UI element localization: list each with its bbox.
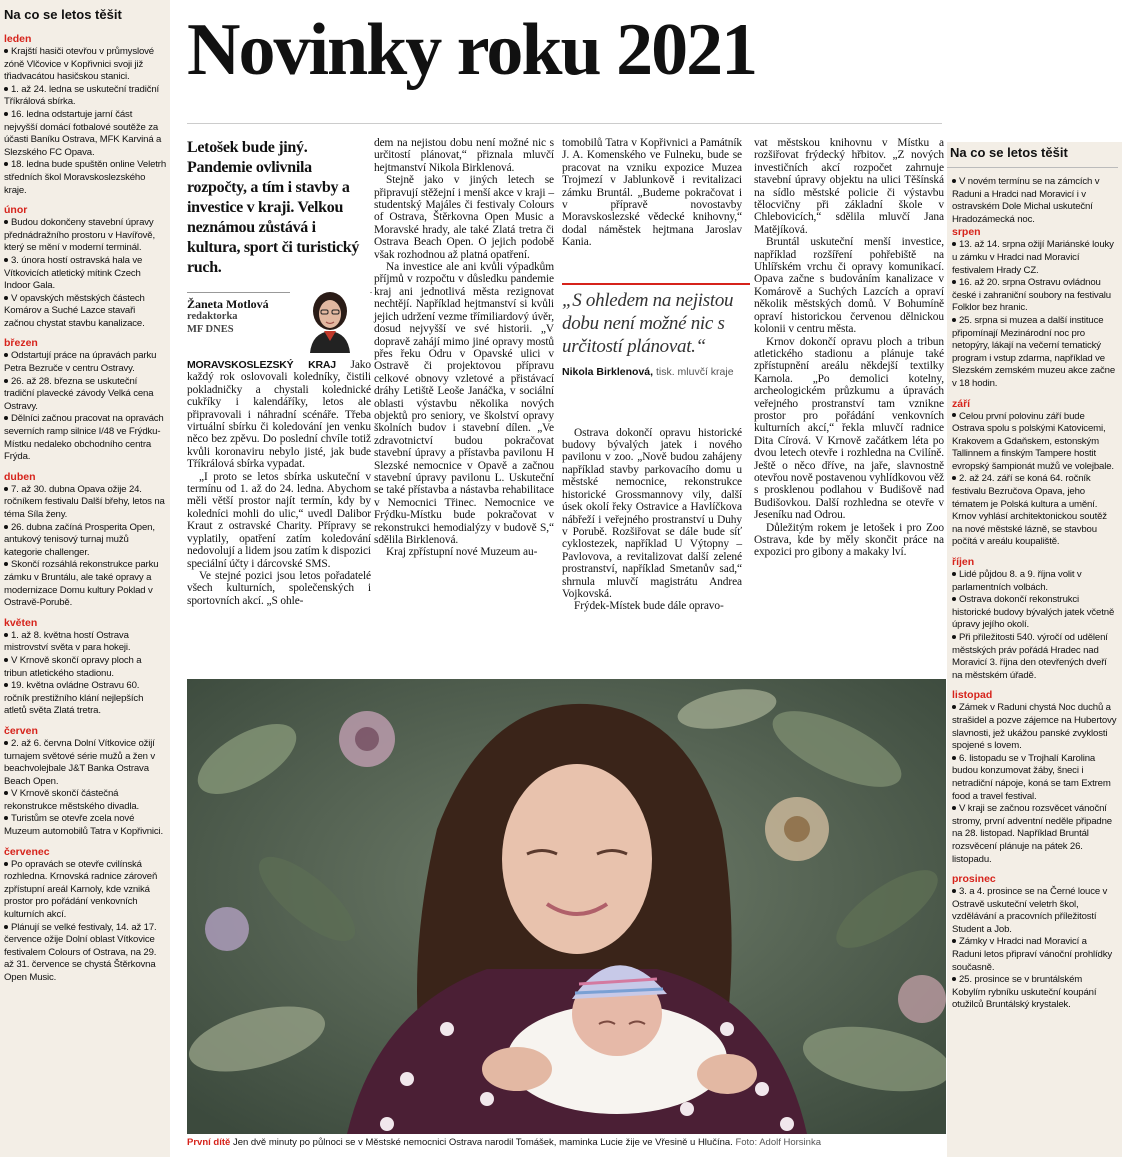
event-text: Lidé půjdou 8. a 9. října volit v parlamentních volbách.	[952, 569, 1082, 593]
event-text: Dělníci začnou pracovat na opravách severních ramp silnice I/48 ve Frýdku-Místku nedaleko obchodního centra Frýda.	[4, 413, 164, 463]
event-item	[4, 655, 166, 680]
bullet-icon	[952, 705, 956, 709]
divider	[187, 123, 942, 124]
month-heading: červenec	[4, 845, 50, 858]
sidebar-months	[952, 226, 1118, 1012]
quote-source	[562, 366, 750, 379]
event-item	[952, 277, 1118, 315]
event-text: V kraji se začnou rozsvěcet vánoční stromy, první adventní neděle připadne na 28. listopad. Například Bruntál rozsvěcení plánuje na pátek 26. listopadu.	[952, 803, 1112, 865]
author-org: MF DNES	[187, 324, 234, 335]
bullet-icon	[4, 353, 8, 357]
right-sidebar	[947, 142, 1122, 1157]
bullet-icon	[4, 220, 8, 224]
quote-text: „S ohledem na nejistou dobu není možné nic s určitostí plánovat.“	[562, 290, 734, 357]
dateline: MORAVSKOSLEZSKÝ KRAJ	[187, 359, 336, 371]
event-item	[4, 413, 166, 463]
event-text: Skončí rozsáhlá rekonstrukce parku zámku v Bruntálu, ale také opravy a modernizace Domu kultury Poklad v Ostravě-Porubě.	[4, 559, 159, 609]
event-item	[4, 255, 166, 293]
event-text: 26. až 28. března se uskuteční tradiční plavecké závody Velká cena Ostravy.	[4, 375, 154, 412]
sidebar-intro-event	[952, 176, 1118, 226]
event-text: Krajští hasiči otevřou v průmyslové zóně Vlčovice v Kopřivnici svoji již třiadvacátou hasičskou stanici.	[4, 46, 154, 83]
event-item	[952, 473, 1118, 549]
photo-credit: Foto: Adolf Horsinka	[735, 1137, 821, 1148]
article-paragraph: dem na nejistou dobu není možné nic s určitostí plánovat,“ přiznala mluvčí hejtmanství Nikola Birklenová.	[374, 137, 554, 174]
article-column-2	[374, 137, 554, 559]
event-item	[952, 753, 1118, 803]
event-item	[4, 522, 166, 560]
event-item	[952, 886, 1118, 936]
event-item	[4, 788, 166, 813]
month-heading: říjen	[952, 556, 975, 569]
event-text: Ostrava dokončí rekonstrukci historické budovy bývalých jatek včetně úpravy jejího okolí.	[952, 594, 1115, 631]
caption-label: První dítě	[187, 1137, 231, 1148]
event-item	[4, 630, 166, 655]
bullet-icon	[952, 806, 956, 810]
event-item	[4, 84, 166, 109]
bullet-icon	[4, 379, 8, 383]
article-paragraph: Stejně jako v jiných letech se připravují stěžejní i menší akce v kraji – studentský Majáles či festivaly Colours of Ostrava, Štěrkovna Open Music a Moravské hrady, ale také Zlatá tretra či Ostrava Beach Open. O jejich podobě však rozhodnou až platná opatření.	[374, 174, 554, 261]
quote-author: Nikola Birklenová,	[562, 366, 654, 378]
bullet-icon	[952, 939, 956, 943]
event-item	[4, 159, 166, 197]
month-heading: leden	[4, 33, 32, 45]
bullet-icon	[952, 179, 956, 183]
author-name: Žaneta Motlová	[187, 297, 269, 311]
month-heading: srpen	[952, 226, 981, 239]
event-text: Celou první polovinu září bude Ostrava spolu s polskými Katovicemi, Krakovem a Gdaňskem, estonským Tallinnem a finským Tampere hostit evropský šampionát mužů ve volejbale.	[952, 410, 1114, 472]
event-item	[4, 922, 166, 985]
bullet-icon	[952, 476, 956, 480]
event-text: 2. až 24. září se koná 64. ročník festivalu Bezručova Opava, jeho tématem je Polská kultura a umění. Krnov vyhlásí architektonickou soutěž na nové městské lázně, se stavbou počítá v areálu koupaliště.	[952, 473, 1107, 548]
article-paragraph: Na investice ale ani kvůli výpadkům příjmů v rozpočtu v důsledku pandemie kraj ani jednotlivá města rezignovat nechtějí. Například hejtmanství si kvůli jejich udržení vezme třímiliardový úvěr, dosud nejvyšší ve své historii. „V dopravě zahájí mimo jiné opravy mostů přes řeku Odru v Opavské ulici v Ostravě či projektovou přípravu celkové obnovy vzletové a přistávací dráhy Letiště Leoše Janáčka, v sociální oblasti výstavbu několika nových objektů pro seniory, ve školství opravy školních budov i stavební dílen. „Ve zdravotnictví budou pokračovat stavební úpravy a přístavba pavilonu H Slezské nemocnice v Opavě a začnou stavební úpravy pavilonu L. Uskuteční se také přístavba a nástavba rehabilitace v Nemocnici Třinec. Nemocnice ve Frýdku-Místku bude pokračovat v rekonstrukci hemodialýzy v budově S,“ sdělila Birklenová.	[374, 261, 554, 546]
event-text: V Krnově skončí opravy ploch a tribun atletického stadionu.	[4, 654, 142, 679]
event-item	[952, 632, 1118, 682]
photo-caption	[187, 1137, 946, 1149]
article-paragraph: „I proto se letos sbírka uskuteční v termínu od 1. až do 24. ledna. Abychom měli větší prostor najít termín, kdy by koledníci mohli do ulic,“ uvedl Dalibor Kraut z ostravské Charity. Přípravy se vyplatily, opatření zatím koledování nedovolují a lidem jsou zatím k dispozici speciální účty i dárcovské SMS.	[187, 470, 371, 570]
event-text: Plánují se velké festivaly, 14. až 17. července ožije Dolní oblast Vítkovice festivalem Colours of Ostrava, na 29. až 31. července se chystá Štěrkovna Open Music.	[4, 921, 157, 983]
article-paragraph: Kraj zpřístupní nové Muzeum au-	[386, 546, 538, 559]
bullet-icon	[4, 258, 8, 262]
event-item	[4, 484, 166, 522]
bullet-icon	[4, 862, 8, 866]
bullet-icon	[952, 280, 956, 284]
bullet-icon	[4, 658, 8, 662]
event-text: 6. listopadu se v Trojhalí Karolina budou konzumovat žáby, šneci i netradiční nápoje, koná se tam Extrem food a travel festival.	[952, 752, 1111, 802]
bullet-icon	[4, 112, 8, 116]
author-box	[187, 292, 372, 354]
event-text: 13. až 14. srpna ožijí Mariánské louky u zámku v Hradci nad Moravicí festivalem Hrady CZ.	[952, 239, 1114, 276]
article-paragraph: vat městskou knihovnu v Místku a rozšiřovat frýdecký hřbitov. „Z nových investičních akcí rozpočet zahrnuje stavební úpravy objektu na ulici Těšínská na sídlo městské policie či výstavbu tělocvičny při základní škole v Chlebovicích,“ sdělila mluvčí Jana Matějíková.	[754, 137, 944, 236]
event-item	[4, 813, 166, 838]
bullet-icon	[4, 683, 8, 687]
article-paragraph: Ve stejné pozici jsou letos pořadatelé všech kulturních, společenských i sportovních akcí. „S ohle-	[187, 569, 371, 607]
article-paragraph: Krnov dokončí opravu ploch a tribun atletického stadionu a plánuje také zpřístupnění areálu někdejší textilky Karnola. „Po demolici kotelny, archeologickém průzkumu a úpravách veřejného prostranství tam vznikne prostor pro pořádání venkovních kulturních akcí,“ řekla mluvčí radnice Dita Círová. V Krnově začátkem léta po dvou letech otevře i rozhledna na Cvilíně. Ještě o něco dříve, na jaře, slavnostně otevřou nově postavenou vyhlídkovou věž s prosklenou podlahou v Budišově nad Budišovkou. Další rozhledna se otevře v Jeseníku nad Odrou.	[754, 335, 944, 522]
month-heading: únor	[4, 204, 28, 217]
pull-quote	[562, 283, 750, 379]
event-item	[4, 680, 166, 718]
bullet-icon	[4, 562, 8, 566]
event-text: Zámek v Raduni chystá Noc duchů a strašidel a pozve zájemce na Hubertovy slavnosti, jež ukážou panské zvyklosti spojené s lovem.	[952, 702, 1117, 752]
event-item	[4, 46, 166, 84]
lead-paragraph: Letošek bude jiný. Pandemie ovlivnila rozpočty, a tím i stavby a investice v kraji. Velkou neznámou zůstává i kultura, sport či turistický ruch.	[187, 139, 360, 276]
bullet-icon	[952, 242, 956, 246]
bullet-icon	[4, 87, 8, 91]
bullet-icon	[952, 318, 956, 322]
event-item	[4, 376, 166, 414]
bullet-icon	[4, 487, 8, 491]
month-heading: březen	[4, 337, 38, 350]
bullet-icon	[4, 816, 8, 820]
bullet-icon	[4, 925, 8, 929]
event-text: 25. srpna si muzea a další instituce připomínají Mezinárodní noc pro netopýry, lákají na večerní tematický program i vstup zdarma, například ve Slezském zemském muzeu akce začne v 18 hodin.	[952, 314, 1116, 389]
bullet-icon	[4, 525, 8, 529]
author-portrait	[290, 289, 370, 353]
event-item	[952, 974, 1118, 1012]
quote-role: tisk. mluvčí kraje	[655, 366, 734, 378]
event-text: 16. ledna odstartuje jarní část nejvyšší domácí fotbalové soutěže za účasti Baníku Ostrava, MFK Karviná a Slezského FC Opava.	[4, 108, 162, 158]
bullet-icon	[952, 413, 956, 417]
event-text: 3. a 4. prosince se na Černé louce v Ostravě uskuteční veletrh škol, vzdělávání a pracovních příležitostí Student a Job.	[952, 886, 1108, 935]
bullet-icon	[4, 162, 8, 166]
sidebar-title: Na co se letos těšit	[4, 7, 122, 22]
bullet-icon	[4, 416, 8, 420]
event-text: Zámky v Hradci nad Moravicí a Raduni letos připraví vánoční prohlídky současně.	[952, 936, 1112, 973]
event-text: 1. až 8. května hostí Ostrava mistrovství světa v para hokeji.	[4, 629, 131, 654]
article-column-4	[754, 137, 944, 559]
bullet-icon	[4, 791, 8, 795]
article-paragraph: Důležitým rokem je letošek i pro Zoo Ostrava, kde by měly skončit práce na expozici pro gibony a makaky lví.	[754, 521, 944, 559]
event-item	[952, 936, 1118, 974]
month-heading: září	[952, 397, 971, 410]
event-text: V Krnově skončí částečná rekonstrukce městského divadla.	[4, 788, 140, 812]
event-item	[4, 109, 166, 159]
main-photo	[187, 679, 946, 1134]
article-column-1	[187, 359, 371, 607]
month-heading: květen	[4, 616, 38, 629]
month-heading: listopad	[952, 689, 993, 702]
paragraph-text: Jako každý rok oslovovali koledníky, čistili pokladničky a chystali kolednické cukříky i kalendáříky, letos ale připravovali i náhradní scénáře. Třeba virtuální sbírku či koledování jen venku něco bez zpěvu. Do poslední chvíle totiž kvůli koronaviru nebylo jisté, jak bude Tříkrálová sbírka vypadat.	[187, 359, 371, 471]
sidebar-months	[4, 33, 166, 985]
event-text: 7. až 30. dubna Opava ožije 24. ročníkem festivalu Další břehy, letos na téma Síla ženy.	[4, 483, 165, 520]
headline: Novinky roku 2021	[187, 9, 757, 91]
event-text: 19. května ovládne Ostravu 60. ročník prestižního klání nejlepších atletů světa Zlatá tretra.	[4, 680, 144, 717]
bullet-icon	[4, 741, 8, 745]
month-heading: červen	[4, 724, 38, 737]
event-item	[4, 217, 166, 255]
month-heading: prosinec	[952, 873, 996, 886]
author-role: redaktorka	[187, 311, 238, 322]
bullet-icon	[952, 597, 956, 601]
bullet-icon	[952, 635, 956, 639]
event-item	[4, 738, 166, 788]
event-item	[4, 293, 166, 331]
article-paragraph: Bruntál uskuteční menší investice, například rozšíření pohřebiště na Uhlířském vrchu či opravy komunikací. Opava začne s budováním kanalizace v Komárově a Suchých Lazcích a opraví několik městských domů. V Bohumíně opraví historickou červenou dělnickou kolonii v centru města.	[754, 236, 944, 336]
month-heading: duben	[4, 470, 36, 483]
left-sidebar	[0, 0, 170, 1157]
article-paragraph: Frýdek-Místek bude dále opravo-	[574, 600, 724, 613]
event-text: 16. až 20. srpna Ostravu ovládnou české i zahraniční soubory na festivalu Folklor bez hranic.	[952, 277, 1111, 314]
bullet-icon	[952, 756, 956, 760]
event-item	[952, 315, 1118, 391]
event-text: Odstartují práce na úpravách parku Petra Bezruče v centru Ostravy.	[4, 350, 157, 375]
event-text: 25. prosince se v bruntálském Kobylím rybníku uskuteční koupání otužilců Bruntálský krystalek.	[952, 974, 1097, 1011]
article-paragraph: Ostrava dokončí opravu historické budovy bývalých jatek i nového pavilonu v zoo. „Nově budou zahájeny například stavby parkovacího domu u městské nemocnice, rekonstrukce historické Grossmannovy vily, další úsek okolí řeky Ostravice a Havlíčkova nábřeží i veřejného prostranství u Duhy v Porubě. Rozšiřovat se dále bude síť cyklostezek, například U Výtopny – Pavlovova, a revitalizovat další zelené prostranství, například Smetanův sad,“ shrnula mluvčí magistrátu Andrea Vojkovská.	[562, 426, 742, 600]
sidebar-title: Na co se letos těšit	[947, 144, 1118, 168]
event-text: V novém termínu se na zámcích v Raduni a Hradci nad Moravicí i v ostravském Dole Michal uskuteční Hradozámecká noc.	[952, 176, 1100, 225]
event-item	[4, 859, 166, 922]
event-item	[952, 239, 1118, 277]
event-text: V opavských městských částech Komárov a Suché Lazce stavaři začnou chystat stavbu kanalizace.	[4, 292, 145, 329]
event-text: 3. února hostí ostravská hala ve Vítkovicích atletický mítink Czech Indoor Gala.	[4, 254, 143, 292]
event-text: Při příležitosti 540. výročí od udělení městských práv pořádá Hradec nad Moravicí 3. října den otevřených dveří na městském úřadě.	[952, 632, 1108, 681]
event-item	[952, 411, 1118, 474]
bullet-icon	[952, 572, 956, 576]
event-item	[952, 803, 1118, 866]
bullet-icon	[4, 633, 8, 637]
bullet-icon	[4, 296, 8, 300]
bullet-icon	[952, 889, 956, 893]
caption-text: Jen dvě minuty po půlnoci se v Městské nemocnici Ostrava narodil Tomášek, maminka Lucie žije ve Vřesině u Hlučína.	[232, 1137, 733, 1148]
event-text: Budou dokončeny stavební úpravy přednádražního prostoru v Havířově, který se mění v moderní terminál.	[4, 217, 155, 254]
event-item	[4, 559, 166, 609]
event-item	[952, 569, 1118, 594]
article-paragraph	[187, 359, 371, 471]
event-text: 2. až 6. června Dolní Vítkovice ožijí turnajem světové série mužů a žen v beachvolejbale J&T Banka Ostrava Beach Open.	[4, 737, 155, 787]
bullet-icon	[4, 49, 8, 53]
bullet-icon	[952, 977, 956, 981]
event-text: 1. až 24. ledna se uskuteční tradiční Tříkrálová sbírka.	[4, 83, 160, 108]
event-text: 18. ledna bude spuštěn online Veletrh středních škol Moravskoslezského kraje.	[4, 159, 167, 196]
event-text: Po opravách se otevře cvilínská rozhledna. Krnovská radnice zároveň zpřístupní areál Karnoly, kde vzniká prostor pro pořádání venkovních kulturních akcí.	[4, 858, 158, 921]
article-paragraph: tomobilů Tatra v Kopřivnici a Památník J. A. Komenského ve Fulneku, bude se pracovat na vzniku expozice Muzea Trojmezí v Jablunkově i revitalizaci zámku Bruntál. „Budeme pokračovat i v přípravě novostavby Moravskoslezské vědecké knihovny,“ dodal náměstek hejtmana Jaroslav Kania.	[562, 137, 742, 249]
event-text: Turistům se otevře zcela nové Muzeum automobilů Tatra v Kopřivnici.	[4, 813, 164, 838]
event-item	[952, 702, 1118, 752]
event-item	[4, 350, 166, 375]
event-text: 26. dubna začíná Prosperita Open, antukový tenisový turnaj mužů kategorie challenger.	[4, 521, 155, 558]
event-item	[952, 594, 1118, 632]
